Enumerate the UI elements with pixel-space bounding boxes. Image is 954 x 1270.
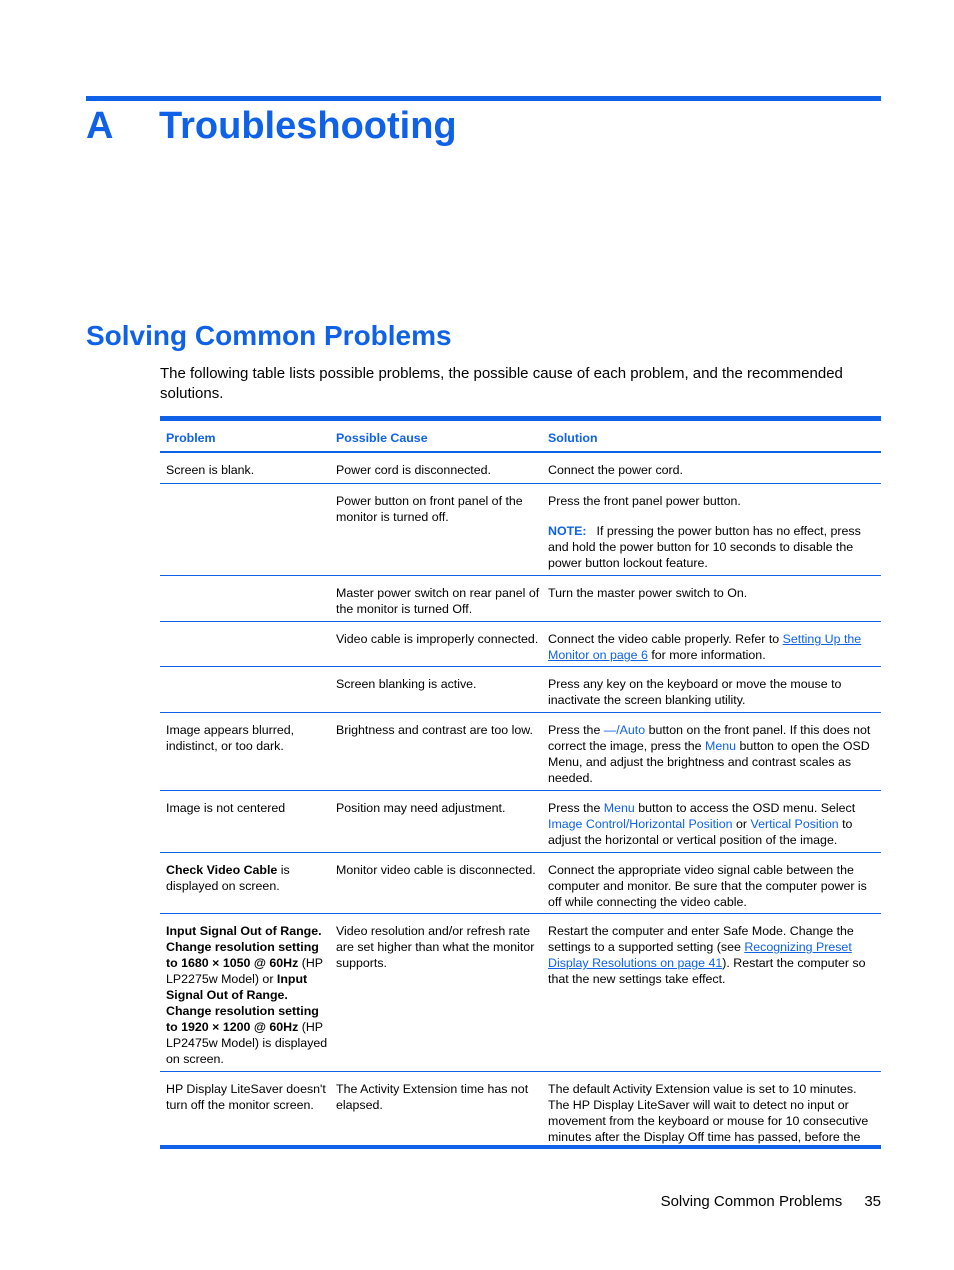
solution-text: Restart the computer and enter Safe Mode. Change the settings to a supported setting (see (548, 924, 854, 954)
footer-section-label: Solving Common Problems (660, 1193, 843, 1210)
problem-cell: HP Display LiteSaver doesn't turn off the monitor screen. (166, 1082, 326, 1112)
table-row (160, 853, 881, 914)
preset-resolutions-link[interactable]: Recognizing Preset Display Resolutions on page 41 (548, 940, 852, 970)
chapter-letter: A (86, 105, 114, 147)
solution-cell (548, 791, 881, 852)
solution-cell: Connect the appropriate video signal cable between the computer and monitor. Be sure that the computer power is off while connecting the video cable. (548, 863, 867, 909)
table-row (160, 484, 881, 576)
problem-bold-text: Input Signal Out of Range. Change resolution setting to 1680 × 1050 @ 60Hz (166, 924, 322, 970)
solution-cell: Press any key on the keyboard or move the mouse to inactivate the screen blanking utility. (548, 677, 842, 707)
chapter-top-rule (86, 96, 881, 101)
problem-cell: Image is not centered (166, 801, 286, 815)
table-row (160, 1072, 881, 1145)
table-header-row (160, 421, 881, 453)
auto-button-label: —/Auto (603, 723, 646, 737)
header-cause: Possible Cause (336, 431, 428, 445)
note-label: NOTE: (548, 524, 587, 538)
cause-cell: Master power switch on rear panel of the monitor is turned Off. (336, 586, 540, 616)
cause-cell: Screen blanking is active. (336, 677, 477, 691)
solution-text: button on the front panel. If this does not correct the image, press the (548, 723, 871, 753)
problem-text: is displayed on screen. (166, 863, 290, 893)
problem-cell (160, 622, 336, 666)
setting-up-monitor-link[interactable]: Setting Up the Monitor on page 6 (548, 632, 862, 662)
cause-cell: Monitor video cable is disconnected. (336, 863, 536, 877)
solution-cell: Connect the power cord. (548, 463, 683, 477)
solution-text: to adjust the horizontal or vertical position of the image. (548, 817, 853, 847)
solution-text: Press the front panel power button. (548, 494, 741, 508)
table-row (160, 622, 881, 667)
page-footer (661, 1192, 881, 1212)
cause-cell: The Activity Extension time has not elapsed. (336, 1082, 529, 1112)
solution-cell (548, 484, 881, 575)
table-row (160, 576, 881, 622)
solution-text: button to access the OSD menu. Select (634, 801, 856, 815)
problem-text: (HP LP2475w Model) is displayed on screen. (166, 1020, 328, 1066)
table-row (160, 667, 881, 713)
header-problem: Problem (166, 431, 216, 445)
table-row (160, 791, 881, 853)
solution-cell: Turn the master power switch to On. (548, 586, 748, 600)
problem-cell (160, 484, 336, 575)
problem-cell: Image appears blurred, indistinct, or too dark. (166, 723, 295, 753)
solution-text: Press the (548, 801, 604, 815)
menu-button-label: Menu (603, 801, 635, 815)
table-row (160, 453, 881, 484)
page-number: 35 (864, 1193, 881, 1210)
solution-cell (548, 622, 881, 666)
menu-button-label: Menu (705, 739, 737, 753)
chapter-title: Troubleshooting (159, 105, 457, 147)
intro-paragraph: The following table lists possible problems, the possible cause of each problem, and the recommended solutions. (160, 365, 843, 402)
note-text: If pressing the power button has no effect, press and hold the power button for 10 seconds to disable the power button lockout feature. (548, 524, 861, 570)
problem-bold-text: Input Signal Out of Range. Change resolution setting to 1920 × 1200 @ 60Hz (166, 972, 319, 1034)
solution-text: for more information. (647, 648, 766, 662)
header-solution: Solution (548, 431, 598, 445)
note (548, 523, 877, 571)
problem-cell (160, 914, 336, 1071)
vertical-position-label: Vertical Position (750, 817, 839, 831)
table-row (160, 914, 881, 1072)
problem-bold-text: Check Video Cable (166, 863, 278, 877)
cause-cell: Power cord is disconnected. (336, 463, 491, 477)
problem-cell (160, 853, 336, 913)
solution-text: Press the (548, 723, 604, 737)
section-title: Solving Common Problems (86, 320, 452, 351)
cause-cell: Position may need adjustment. (336, 801, 506, 815)
problem-text: (HP LP2275w Model) or (166, 956, 323, 986)
cause-cell: Brightness and contrast are too low. (336, 723, 533, 737)
problem-cell: Screen is blank. (166, 463, 255, 477)
solution-cell: The default Activity Extension value is set to 10 minutes. The HP Display LiteSaver will wait to detect no input or movement from the keyboard or mouse for 10 consecutive minutes after the Display Off time has passed, before the (548, 1082, 869, 1144)
solution-text: or (732, 817, 751, 831)
solution-text: Connect the video cable properly. Refer to (548, 632, 783, 646)
troubleshooting-table (160, 416, 881, 1149)
table-row (160, 713, 881, 791)
problem-cell (160, 667, 336, 712)
solution-text: ). Restart the computer so that the new settings take effect. (548, 956, 866, 986)
solution-cell (548, 914, 881, 1071)
chapter-heading (86, 103, 457, 149)
solution-cell (548, 713, 881, 790)
problem-cell (160, 576, 336, 621)
cause-cell: Video cable is improperly connected. (336, 632, 539, 646)
cause-cell: Video resolution and/or refresh rate are set higher than what the monitor supports. (336, 924, 535, 970)
cause-cell: Power button on front panel of the monitor is turned off. (336, 494, 523, 524)
solution-text: button to open the OSD Menu, and adjust the brightness and contrast scales as needed. (548, 739, 870, 785)
horizontal-position-label: Image Control/Horizontal Position (548, 817, 733, 831)
